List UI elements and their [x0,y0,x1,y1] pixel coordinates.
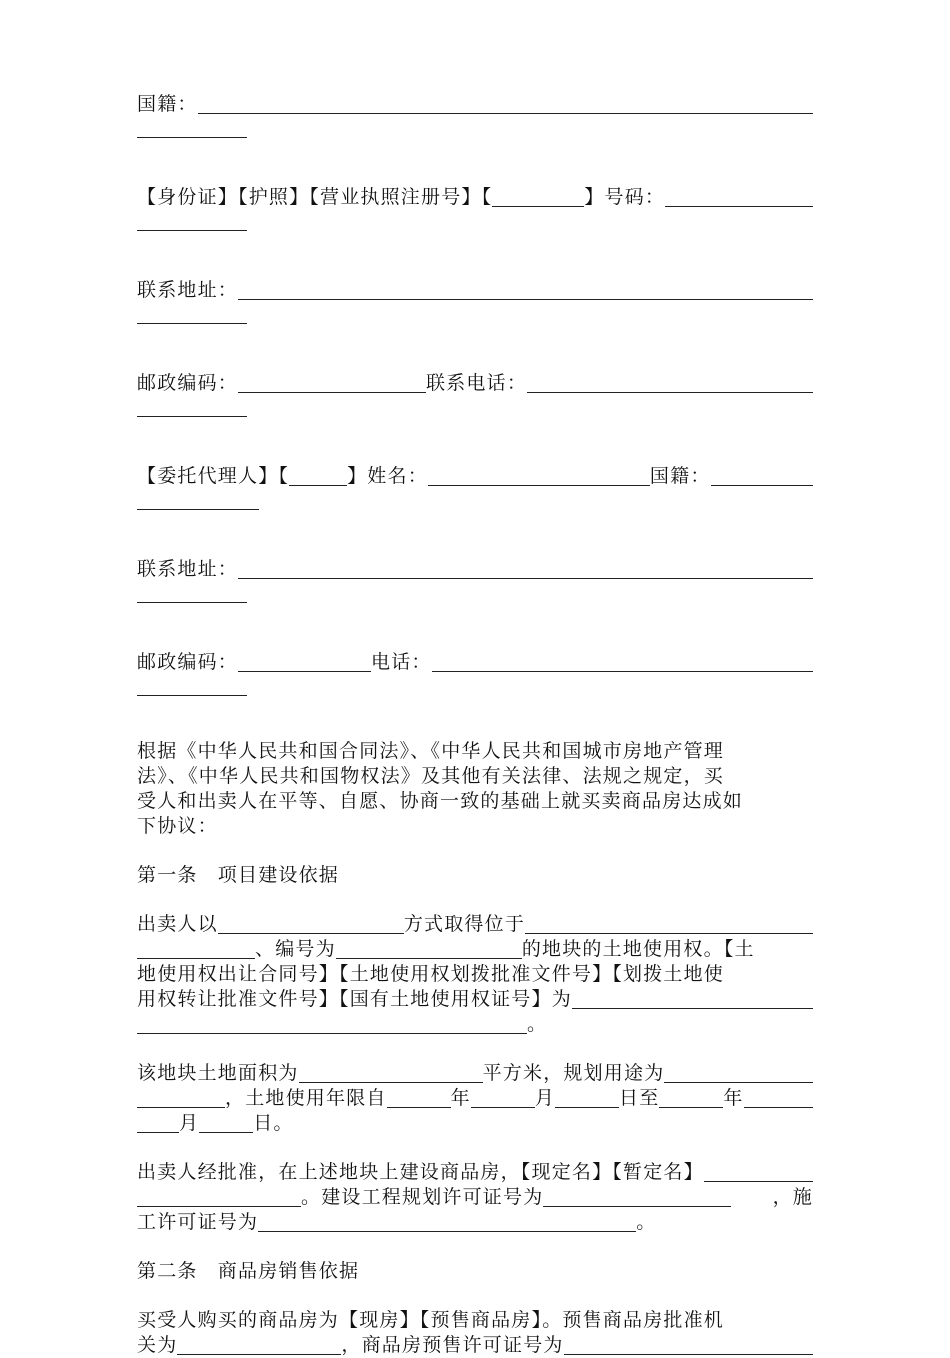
end-day-blank[interactable] [199,1113,253,1133]
construction-label-start: ，施 [772,1186,813,1208]
agent-type-blank[interactable] [289,466,347,486]
construction-permit-label: 工许可证号为 [137,1211,259,1233]
nationality-label: 国籍： [137,93,198,115]
id-number-field [137,185,813,231]
agent-phone-label: 电话： [371,651,432,673]
agent-postcode-blank[interactable] [238,652,371,672]
construction-permit-blank[interactable] [258,1212,636,1232]
agent-name-label: 】姓名： [347,465,428,487]
period: 。 [527,1013,548,1035]
article-1-title: 第一条 项目建设依据 [137,864,340,886]
start-day-blank[interactable] [555,1088,619,1108]
land-doc-label: 用权转让批准文件号】【国有土地使用权证号】为 [137,988,572,1010]
article-2-paragraph-1 [137,1308,813,1358]
start-month-blank[interactable] [471,1088,535,1108]
agent-nationality-label: 国籍： [649,465,711,487]
land-number-blank[interactable] [336,939,522,959]
agent-name-blank[interactable] [428,466,650,486]
land-doc-types-line: 地使用权出让合同号】【土地使用权划拨批准文件号】【划拨土地使 [137,963,725,985]
land-term-label: ，土地使用年限自 [225,1087,387,1109]
id-number-blank[interactable] [665,187,813,207]
day-label-2: 日。 [253,1112,294,1134]
agent-nationality-blank-cont[interactable] [137,489,259,510]
preamble-line-3: 受人和出卖人在平等、自愿、协商一致的基础上就买卖商品房达成如 [137,790,744,812]
agent-postcode-label: 邮政编码： [137,651,239,673]
address-blank[interactable] [238,280,813,300]
nationality-blank-cont[interactable] [137,117,247,138]
land-use-label: 平方米，规划用途为 [482,1062,665,1084]
postcode-phone-field [137,371,813,417]
preamble-line-2: 法》、《中华人民共和国物权法》及其他有关法律、法规之规定，买 [137,765,725,787]
agent-nationality-blank[interactable] [711,466,813,486]
agent-phone-blank[interactable] [432,652,813,672]
phone-blank[interactable] [527,373,813,393]
id-number-blank-cont[interactable] [137,210,247,231]
land-right-text: 的地块的土地使用权。【土 [521,938,755,960]
planning-permit-label: 。建设工程规划许可证号为 [301,1186,544,1208]
agent-prefix: 【委托代理人】【 [137,465,290,487]
land-area-blank[interactable] [299,1063,483,1083]
planning-permit-blank[interactable] [543,1187,731,1207]
address-blank-cont[interactable] [137,303,247,324]
preamble-line-4: 下协议： [137,815,218,837]
month-label-2: 月 [179,1112,200,1134]
end-month-blank[interactable] [744,1088,813,1108]
agent-address-label: 联系地址： [137,558,239,580]
land-use-blank-cont[interactable] [137,1088,225,1108]
land-doc-blank[interactable] [572,989,813,1009]
phone-blank-cont[interactable] [137,396,247,417]
project-name-label: 出卖人经批准，在上述地块上建设商品房，【现定名】【暂定名】 [137,1161,704,1183]
sale-basis-line: 买受人购买的商品房为【现房】【预售商品房】。预售商品房批准机 [137,1309,725,1331]
agent-address-blank-cont[interactable] [137,582,247,603]
agent-address-blank[interactable] [238,559,813,579]
article-1-paragraph-2 [137,1061,813,1136]
project-name-blank[interactable] [704,1162,813,1182]
start-year-blank[interactable] [387,1088,451,1108]
year-label: 年 [450,1087,471,1109]
year-label-2: 年 [723,1087,744,1109]
article-1-paragraph-1 [137,912,813,1037]
nationality-field [137,92,813,138]
period-2: 。 [636,1211,657,1233]
nationality-blank[interactable] [198,94,813,114]
presale-permit-label: ，商品房预售许可证号为 [341,1334,564,1356]
land-number-label: 、编号为 [255,938,336,960]
land-location-label: 方式取得位于 [403,913,526,935]
agent-postcode-phone-field [137,650,813,696]
agent-field [137,464,813,510]
postcode-label: 邮政编码： [137,372,239,394]
end-year-blank[interactable] [659,1088,723,1108]
postcode-blank[interactable] [238,373,426,393]
id-type-label: 【身份证】【护照】【营业执照注册号】【 [137,186,493,208]
preamble-paragraph [137,739,813,839]
agent-address-field [137,557,813,603]
land-location-blank[interactable] [525,914,813,934]
article-1-paragraph-3 [137,1160,813,1235]
day-to-label: 日至 [619,1087,660,1109]
preamble-line-1: 根据《中华人民共和国合同法》、《中华人民共和国城市房地产管理 [137,740,725,762]
end-month-blank-cont[interactable] [137,1113,179,1133]
land-doc-blank-cont[interactable] [137,1014,527,1034]
agent-phone-blank-cont[interactable] [137,675,247,696]
address-label: 联系地址： [137,279,239,301]
id-type-blank[interactable] [492,187,584,207]
month-label: 月 [534,1087,556,1109]
land-location-blank-cont[interactable] [137,939,255,959]
article-2-title: 第二条 商品房销售依据 [137,1260,360,1282]
presale-permit-blank[interactable] [564,1335,813,1355]
land-area-label: 该地块土地面积为 [137,1062,299,1084]
land-use-blank[interactable] [664,1063,813,1083]
project-name-blank-cont[interactable] [137,1187,301,1207]
land-method-blank[interactable] [218,914,404,934]
approval-authority-label: 关为 [137,1334,178,1356]
id-number-label: 】号码： [584,186,666,208]
phone-label: 联系电话： [426,372,528,394]
address-field [137,278,813,324]
approval-authority-blank[interactable] [177,1335,341,1355]
land-method-label: 出卖人以 [137,913,218,935]
